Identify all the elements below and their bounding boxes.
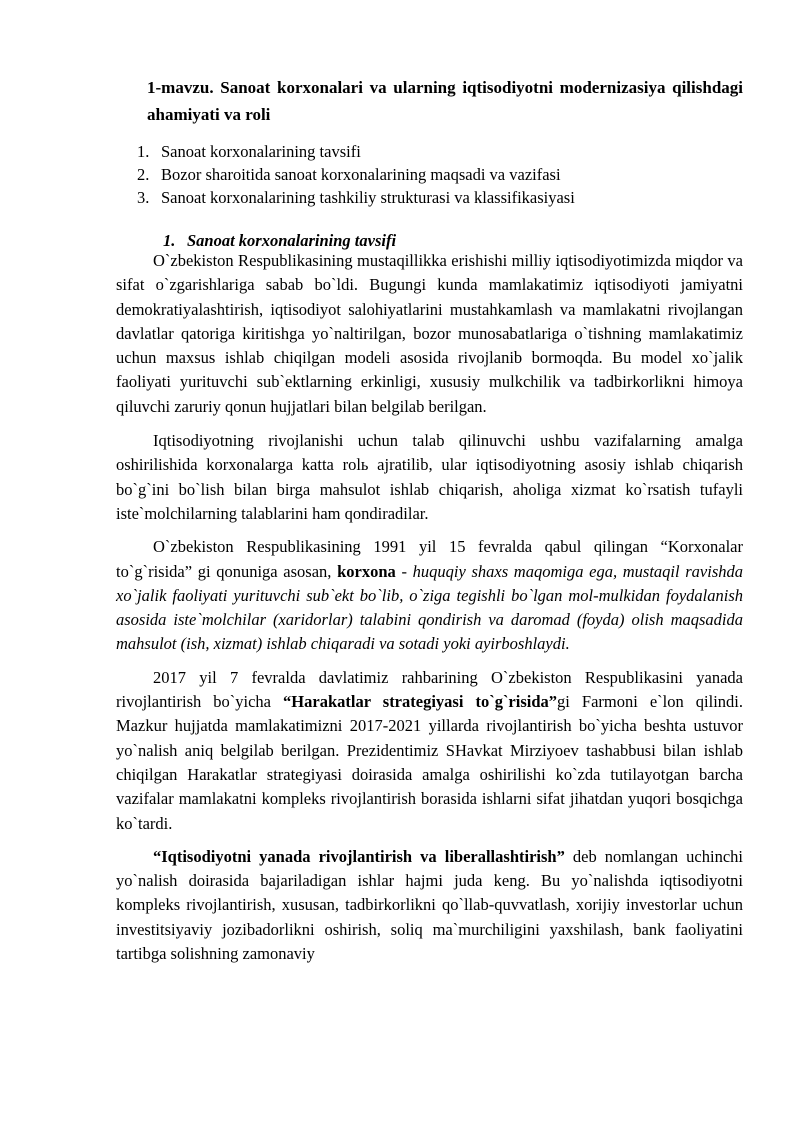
section-number: 1. (163, 231, 176, 250)
paragraph-text: gi Farmoni e`lon qilindi. Mazkur hujjatda mamlakatimizni 2017-2021 yillarda rivojlantirish bo`yicha beshta ustuvor yo`nalish aniq belgilab berilgan. Prezidentimiz SHavkat Mirziyoev tashabbusi bilan ishlab chiqilgan Harakatlar strategiyasi doirasida amalga oshirilishi ko`zda tutilayotgan barcha vazifalar mamlakatni kompleks rivojlantirish borasida ishlarni sifat jihatdan yuqori bosqichga ko`tardi. (116, 692, 743, 833)
dash: - (395, 561, 413, 581)
outline-number: 1. (137, 142, 150, 161)
outline-text: Sanoat korxonalarining tavsifi (161, 142, 361, 161)
paragraph: Iqtisodiyotning rivojlanishi uchun talab qilinuvchi ushbu vazifalarning amalga oshirilishida korxonalarga katta rolь ajratilib, ular iqtisodiyotning asosiy ishlab chiqarish bo`g`ini bo`lish bilan birga mahsulot ishlab chiqarish, aholiga xizmat ko`rsatish tufayli iste`molchilarning talablarini ham qondiradilar. (116, 431, 743, 523)
document-title: 1-mavzu. Sanoat korxonalari va ularning iqtisodiyotni modernizasiya qilishdagi ahamiyati va roli (147, 78, 743, 124)
document-body (116, 249, 743, 975)
paragraph-text: 2017 yil 7 fevralda davlatimiz rahbarining O`zbekiston Respublikasini yanada rivojlantirish bo`yicha (116, 667, 743, 712)
strategy-title-bold: “Harakatlar strategiyasi to`g`risida” (283, 692, 558, 712)
paragraph (116, 845, 743, 966)
paragraph-text: O`zbekiston Respublikasining 1991 yil 15 fevralda qabul qilingan “Korxonalar to`g`risida” gi qonuniga asosan, (116, 537, 743, 581)
outline-text: Bozor sharoitida sanoat korxonalarining maqsadi va vazifasi (161, 165, 561, 184)
outline-text: Sanoat korxonalarining tashkiliy strukturasi va klassifikasiyasi (161, 188, 575, 207)
section-title: Sanoat korxonalarining tavsifi (187, 231, 397, 250)
outline-item (137, 140, 757, 163)
paragraph (116, 666, 743, 836)
definition-italic: huquqiy shaxs maqomiga ega, mustaqil ravishda xo`jalik faoliyati yurituvchi sub`ekt bo`lib, o`ziga tegishli bo`lgan mol-mulkidan foydalanish asosida iste`molchilar (xaridorlar) talabini qondirish va daromad (foyda) olish maqsadida mahsulot (ish, xizmat) ishlab chiqaradi va sotadi yoki ayirboshlaydi. (116, 561, 743, 654)
outline-item (137, 163, 757, 186)
paragraph: O`zbekiston Respublikasining mustaqillikka erishishi milliy iqtisodiyotimizda miqdor va sifat o`zgarishlariga sabab bo`ldi. Bugungi kunda mamlakatimiz iqtisodiyoti jamiyatni demokratiyalashtirish, iqtisodiyot salohiyatlarini mustahkamlash va mamlakatni rivojlangan davlatlar qatoriga kiritishga yo`naltirilgan, bozor munosabatlariga o`tishning mamlakatimiz uchun maxsus ishlab chiqilgan modeli asosida rivojlanib bormoqda. Bu model xo`jalik faoliyati yurituvchi sub`ektlarning erkinligi, xususiy mulkchilik va tadbirkorlikni himoya qiluvchi zaruriy qonun hujjatlari bilan belgilab berilgan. (116, 251, 743, 416)
outline-number: 3. (137, 188, 150, 207)
paragraph-text: deb nomlangan uchinchi yo`nalish doirasida bajariladigan ishlar hajmi juda keng. Bu yo`nalishda iqtisodiyotni kompleks rivojlantirish, xususan, tadbirkorlikni qo`llab-quvvatlash, xorijiy investorlar uchun investitsiyaviy jozibadorlikni oshirish, soliq ma`murchiligini yaxshilash, bank faoliyatini tartibga solishning zamonaviy (116, 846, 743, 964)
outline-item (137, 186, 757, 209)
outline-number: 2. (137, 165, 150, 184)
paragraph (116, 535, 743, 656)
topic-outline (137, 140, 757, 209)
term-bold: korxona (337, 561, 396, 581)
direction-title-bold: “Iqtisodiyotni yanada rivojlantirish va liberallashtirish” (153, 846, 565, 866)
